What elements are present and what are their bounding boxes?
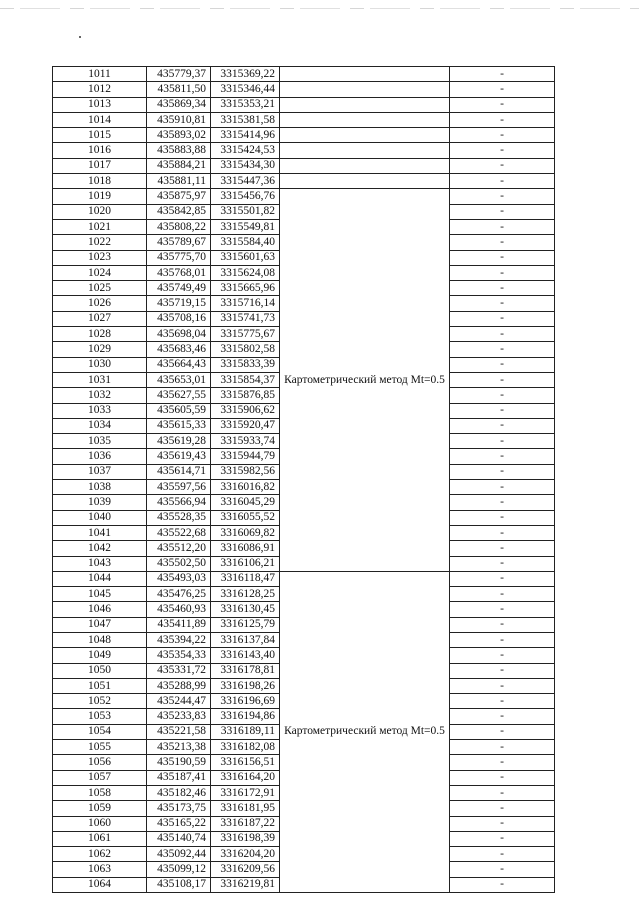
mark-cell: - bbox=[450, 510, 555, 525]
point-number-cell: 1018 bbox=[53, 174, 147, 189]
mark-cell: - bbox=[450, 709, 555, 724]
x-coordinate-cell: 435493,03 bbox=[147, 571, 211, 586]
y-coordinate-cell: 3315944,79 bbox=[211, 449, 280, 464]
mark-cell: - bbox=[450, 250, 555, 265]
point-number-cell: 1019 bbox=[53, 189, 147, 204]
point-number-cell: 1064 bbox=[53, 877, 147, 892]
mark-cell: - bbox=[450, 449, 555, 464]
y-coordinate-cell: 3315601,63 bbox=[211, 250, 280, 265]
y-coordinate-cell: 3316128,25 bbox=[211, 587, 280, 602]
point-number-cell: 1046 bbox=[53, 602, 147, 617]
x-coordinate-cell: 435411,89 bbox=[147, 617, 211, 632]
y-coordinate-cell: 3316194,86 bbox=[211, 709, 280, 724]
mark-cell: - bbox=[450, 67, 555, 82]
y-coordinate-cell: 3316118,47 bbox=[211, 571, 280, 586]
x-coordinate-cell: 435244,47 bbox=[147, 694, 211, 709]
y-coordinate-cell: 3316196,69 bbox=[211, 694, 280, 709]
x-coordinate-cell: 435108,17 bbox=[147, 877, 211, 892]
point-number-cell: 1013 bbox=[53, 97, 147, 112]
x-coordinate-cell: 435653,01 bbox=[147, 372, 211, 387]
mark-cell: - bbox=[450, 357, 555, 372]
method-cell-empty bbox=[280, 158, 450, 173]
mark-cell: - bbox=[450, 862, 555, 877]
method-cell-empty bbox=[280, 112, 450, 127]
point-number-cell: 1047 bbox=[53, 617, 147, 632]
y-coordinate-cell: 3315501,82 bbox=[211, 204, 280, 219]
mark-cell: - bbox=[450, 327, 555, 342]
x-coordinate-cell: 435140,74 bbox=[147, 831, 211, 846]
mark-cell: - bbox=[450, 556, 555, 571]
method-cell: Картометрический метод Mt=0.5 bbox=[280, 189, 450, 571]
y-coordinate-cell: 3315833,39 bbox=[211, 357, 280, 372]
x-coordinate-cell: 435789,67 bbox=[147, 235, 211, 250]
y-coordinate-cell: 3316106,21 bbox=[211, 556, 280, 571]
mark-cell: - bbox=[450, 189, 555, 204]
x-coordinate-cell: 435768,01 bbox=[147, 265, 211, 280]
mark-cell: - bbox=[450, 219, 555, 234]
y-coordinate-cell: 3315353,21 bbox=[211, 97, 280, 112]
method-cell-empty bbox=[280, 143, 450, 158]
mark-cell: - bbox=[450, 602, 555, 617]
y-coordinate-cell: 3316198,39 bbox=[211, 831, 280, 846]
mark-cell: - bbox=[450, 143, 555, 158]
point-number-cell: 1057 bbox=[53, 770, 147, 785]
x-coordinate-cell: 435619,43 bbox=[147, 449, 211, 464]
mark-cell: - bbox=[450, 82, 555, 97]
point-number-cell: 1023 bbox=[53, 250, 147, 265]
x-coordinate-cell: 435597,56 bbox=[147, 480, 211, 495]
mark-cell: - bbox=[450, 388, 555, 403]
y-coordinate-cell: 3316045,29 bbox=[211, 495, 280, 510]
y-coordinate-cell: 3315624,08 bbox=[211, 265, 280, 280]
y-coordinate-cell: 3315665,96 bbox=[211, 281, 280, 296]
y-coordinate-cell: 3316209,56 bbox=[211, 862, 280, 877]
x-coordinate-cell: 435842,85 bbox=[147, 204, 211, 219]
x-coordinate-cell: 435233,83 bbox=[147, 709, 211, 724]
mark-cell: - bbox=[450, 724, 555, 739]
x-coordinate-cell: 435605,59 bbox=[147, 403, 211, 418]
point-number-cell: 1033 bbox=[53, 403, 147, 418]
mark-cell: - bbox=[450, 342, 555, 357]
x-coordinate-cell: 435354,33 bbox=[147, 648, 211, 663]
mark-cell: - bbox=[450, 112, 555, 127]
point-number-cell: 1058 bbox=[53, 785, 147, 800]
method-cell-empty bbox=[280, 174, 450, 189]
y-coordinate-cell: 3316130,45 bbox=[211, 602, 280, 617]
x-coordinate-cell: 435460,93 bbox=[147, 602, 211, 617]
table-row bbox=[53, 174, 555, 189]
y-coordinate-cell: 3315906,62 bbox=[211, 403, 280, 418]
point-number-cell: 1056 bbox=[53, 755, 147, 770]
x-coordinate-cell: 435566,94 bbox=[147, 495, 211, 510]
y-coordinate-cell: 3315424,53 bbox=[211, 143, 280, 158]
point-number-cell: 1062 bbox=[53, 847, 147, 862]
x-coordinate-cell: 435614,71 bbox=[147, 464, 211, 479]
mark-cell: - bbox=[450, 694, 555, 709]
point-number-cell: 1027 bbox=[53, 311, 147, 326]
x-coordinate-cell: 435165,22 bbox=[147, 816, 211, 831]
mark-cell: - bbox=[450, 541, 555, 556]
mark-cell: - bbox=[450, 434, 555, 449]
mark-cell: - bbox=[450, 525, 555, 540]
point-number-cell: 1061 bbox=[53, 831, 147, 846]
mark-cell: - bbox=[450, 311, 555, 326]
mark-cell: - bbox=[450, 785, 555, 800]
x-coordinate-cell: 435698,04 bbox=[147, 327, 211, 342]
point-number-cell: 1037 bbox=[53, 464, 147, 479]
coordinates-table bbox=[52, 66, 555, 893]
x-coordinate-cell: 435708,16 bbox=[147, 311, 211, 326]
y-coordinate-cell: 3316125,79 bbox=[211, 617, 280, 632]
point-number-cell: 1040 bbox=[53, 510, 147, 525]
mark-cell: - bbox=[450, 97, 555, 112]
y-coordinate-cell: 3315741,73 bbox=[211, 311, 280, 326]
x-coordinate-cell: 435811,50 bbox=[147, 82, 211, 97]
y-coordinate-cell: 3316086,91 bbox=[211, 541, 280, 556]
y-coordinate-cell: 3315854,37 bbox=[211, 372, 280, 387]
y-coordinate-cell: 3316069,82 bbox=[211, 525, 280, 540]
x-coordinate-cell: 435213,38 bbox=[147, 740, 211, 755]
mark-cell: - bbox=[450, 495, 555, 510]
y-coordinate-cell: 3315716,14 bbox=[211, 296, 280, 311]
x-coordinate-cell: 435476,25 bbox=[147, 587, 211, 602]
mark-cell: - bbox=[450, 480, 555, 495]
y-coordinate-cell: 3315982,56 bbox=[211, 464, 280, 479]
y-coordinate-cell: 3315346,44 bbox=[211, 82, 280, 97]
mark-cell: - bbox=[450, 663, 555, 678]
x-coordinate-cell: 435173,75 bbox=[147, 801, 211, 816]
x-coordinate-cell: 435187,41 bbox=[147, 770, 211, 785]
point-number-cell: 1052 bbox=[53, 694, 147, 709]
y-coordinate-cell: 3316187,22 bbox=[211, 816, 280, 831]
x-coordinate-cell: 435869,34 bbox=[147, 97, 211, 112]
y-coordinate-cell: 3316016,82 bbox=[211, 480, 280, 495]
y-coordinate-cell: 3316198,26 bbox=[211, 678, 280, 693]
method-cell-empty bbox=[280, 128, 450, 143]
y-coordinate-cell: 3316204,20 bbox=[211, 847, 280, 862]
x-coordinate-cell: 435394,22 bbox=[147, 632, 211, 647]
mark-cell: - bbox=[450, 372, 555, 387]
y-coordinate-cell: 3315933,74 bbox=[211, 434, 280, 449]
point-number-cell: 1029 bbox=[53, 342, 147, 357]
x-coordinate-cell: 435099,12 bbox=[147, 862, 211, 877]
mark-cell: - bbox=[450, 648, 555, 663]
point-number-cell: 1042 bbox=[53, 541, 147, 556]
point-number-cell: 1060 bbox=[53, 816, 147, 831]
y-coordinate-cell: 3315549,81 bbox=[211, 219, 280, 234]
x-coordinate-cell: 435502,50 bbox=[147, 556, 211, 571]
point-number-cell: 1035 bbox=[53, 434, 147, 449]
point-number-cell: 1039 bbox=[53, 495, 147, 510]
x-coordinate-cell: 435615,33 bbox=[147, 418, 211, 433]
table-row bbox=[53, 112, 555, 127]
y-coordinate-cell: 3315775,67 bbox=[211, 327, 280, 342]
x-coordinate-cell: 435182,46 bbox=[147, 785, 211, 800]
mark-cell: - bbox=[450, 403, 555, 418]
x-coordinate-cell: 435875,97 bbox=[147, 189, 211, 204]
x-coordinate-cell: 435522,68 bbox=[147, 525, 211, 540]
point-number-cell: 1011 bbox=[53, 67, 147, 82]
y-coordinate-cell: 3315434,30 bbox=[211, 158, 280, 173]
x-coordinate-cell: 435331,72 bbox=[147, 663, 211, 678]
table-row bbox=[53, 82, 555, 97]
point-number-cell: 1022 bbox=[53, 235, 147, 250]
mark-cell: - bbox=[450, 418, 555, 433]
mark-cell: - bbox=[450, 847, 555, 862]
x-coordinate-cell: 435775,70 bbox=[147, 250, 211, 265]
mark-cell: - bbox=[450, 296, 555, 311]
x-coordinate-cell: 435808,22 bbox=[147, 219, 211, 234]
y-coordinate-cell: 3315447,36 bbox=[211, 174, 280, 189]
y-coordinate-cell: 3315456,76 bbox=[211, 189, 280, 204]
y-coordinate-cell: 3316143,40 bbox=[211, 648, 280, 663]
mark-cell: - bbox=[450, 128, 555, 143]
mark-cell: - bbox=[450, 281, 555, 296]
table-row bbox=[53, 189, 555, 204]
x-coordinate-cell: 435528,35 bbox=[147, 510, 211, 525]
table-row bbox=[53, 97, 555, 112]
mark-cell: - bbox=[450, 831, 555, 846]
point-number-cell: 1026 bbox=[53, 296, 147, 311]
point-number-cell: 1015 bbox=[53, 128, 147, 143]
x-coordinate-cell: 435893,02 bbox=[147, 128, 211, 143]
y-coordinate-cell: 3316182,08 bbox=[211, 740, 280, 755]
mark-cell: - bbox=[450, 816, 555, 831]
mark-cell: - bbox=[450, 755, 555, 770]
x-coordinate-cell: 435749,49 bbox=[147, 281, 211, 296]
point-number-cell: 1020 bbox=[53, 204, 147, 219]
mark-cell: - bbox=[450, 801, 555, 816]
point-number-cell: 1028 bbox=[53, 327, 147, 342]
point-number-cell: 1025 bbox=[53, 281, 147, 296]
method-cell: Картометрический метод Mt=0.5 bbox=[280, 571, 450, 892]
point-number-cell: 1041 bbox=[53, 525, 147, 540]
x-coordinate-cell: 435190,59 bbox=[147, 755, 211, 770]
point-number-cell: 1038 bbox=[53, 480, 147, 495]
x-coordinate-cell: 435910,81 bbox=[147, 112, 211, 127]
x-coordinate-cell: 435619,28 bbox=[147, 434, 211, 449]
mark-cell: - bbox=[450, 740, 555, 755]
point-number-cell: 1043 bbox=[53, 556, 147, 571]
point-number-cell: 1030 bbox=[53, 357, 147, 372]
y-coordinate-cell: 3315584,40 bbox=[211, 235, 280, 250]
table-row bbox=[53, 128, 555, 143]
mark-cell: - bbox=[450, 617, 555, 632]
x-coordinate-cell: 435719,15 bbox=[147, 296, 211, 311]
point-number-cell: 1050 bbox=[53, 663, 147, 678]
y-coordinate-cell: 3315802,58 bbox=[211, 342, 280, 357]
x-coordinate-cell: 435627,55 bbox=[147, 388, 211, 403]
x-coordinate-cell: 435884,21 bbox=[147, 158, 211, 173]
x-coordinate-cell: 435092,44 bbox=[147, 847, 211, 862]
mark-cell: - bbox=[450, 877, 555, 892]
mark-cell: - bbox=[450, 235, 555, 250]
x-coordinate-cell: 435779,37 bbox=[147, 67, 211, 82]
table-row bbox=[53, 143, 555, 158]
mark-cell: - bbox=[450, 678, 555, 693]
method-cell-empty bbox=[280, 97, 450, 112]
mark-cell: - bbox=[450, 265, 555, 280]
y-coordinate-cell: 3316219,81 bbox=[211, 877, 280, 892]
y-coordinate-cell: 3316189,11 bbox=[211, 724, 280, 739]
y-coordinate-cell: 3315381,58 bbox=[211, 112, 280, 127]
y-coordinate-cell: 3316055,52 bbox=[211, 510, 280, 525]
point-number-cell: 1049 bbox=[53, 648, 147, 663]
x-coordinate-cell: 435221,58 bbox=[147, 724, 211, 739]
point-number-cell: 1017 bbox=[53, 158, 147, 173]
y-coordinate-cell: 3316164,20 bbox=[211, 770, 280, 785]
mark-cell: - bbox=[450, 770, 555, 785]
point-number-cell: 1034 bbox=[53, 418, 147, 433]
y-coordinate-cell: 3316172,91 bbox=[211, 785, 280, 800]
coordinates-table-body bbox=[53, 67, 555, 893]
mark-cell: - bbox=[450, 632, 555, 647]
point-number-cell: 1048 bbox=[53, 632, 147, 647]
table-row bbox=[53, 158, 555, 173]
point-number-cell: 1036 bbox=[53, 449, 147, 464]
mark-cell: - bbox=[450, 587, 555, 602]
method-cell-empty bbox=[280, 82, 450, 97]
x-coordinate-cell: 435683,46 bbox=[147, 342, 211, 357]
point-number-cell: 1045 bbox=[53, 587, 147, 602]
point-number-cell: 1024 bbox=[53, 265, 147, 280]
point-number-cell: 1044 bbox=[53, 571, 147, 586]
y-coordinate-cell: 3316137,84 bbox=[211, 632, 280, 647]
point-number-cell: 1051 bbox=[53, 678, 147, 693]
method-cell-empty bbox=[280, 67, 450, 82]
point-number-cell: 1054 bbox=[53, 724, 147, 739]
x-coordinate-cell: 435288,99 bbox=[147, 678, 211, 693]
y-coordinate-cell: 3316178,81 bbox=[211, 663, 280, 678]
y-coordinate-cell: 3316156,51 bbox=[211, 755, 280, 770]
point-number-cell: 1055 bbox=[53, 740, 147, 755]
y-coordinate-cell: 3315920,47 bbox=[211, 418, 280, 433]
x-coordinate-cell: 435512,20 bbox=[147, 541, 211, 556]
table-row bbox=[53, 571, 555, 586]
point-number-cell: 1053 bbox=[53, 709, 147, 724]
x-coordinate-cell: 435881,11 bbox=[147, 174, 211, 189]
mark-cell: - bbox=[450, 174, 555, 189]
point-number-cell: 1032 bbox=[53, 388, 147, 403]
table-row bbox=[53, 67, 555, 82]
point-number-cell: 1014 bbox=[53, 112, 147, 127]
point-number-cell: 1059 bbox=[53, 801, 147, 816]
point-number-cell: 1063 bbox=[53, 862, 147, 877]
mark-cell: - bbox=[450, 464, 555, 479]
y-coordinate-cell: 3315876,85 bbox=[211, 388, 280, 403]
point-number-cell: 1016 bbox=[53, 143, 147, 158]
point-number-cell: 1012 bbox=[53, 82, 147, 97]
point-number-cell: 1021 bbox=[53, 219, 147, 234]
y-coordinate-cell: 3315369,22 bbox=[211, 67, 280, 82]
mark-cell: - bbox=[450, 158, 555, 173]
mark-cell: - bbox=[450, 571, 555, 586]
mark-cell: - bbox=[450, 204, 555, 219]
point-number-cell: 1031 bbox=[53, 372, 147, 387]
x-coordinate-cell: 435664,43 bbox=[147, 357, 211, 372]
scan-speck bbox=[79, 36, 81, 38]
y-coordinate-cell: 3315414,96 bbox=[211, 128, 280, 143]
scan-artifact-line bbox=[0, 8, 639, 9]
y-coordinate-cell: 3316181,95 bbox=[211, 801, 280, 816]
x-coordinate-cell: 435883,88 bbox=[147, 143, 211, 158]
